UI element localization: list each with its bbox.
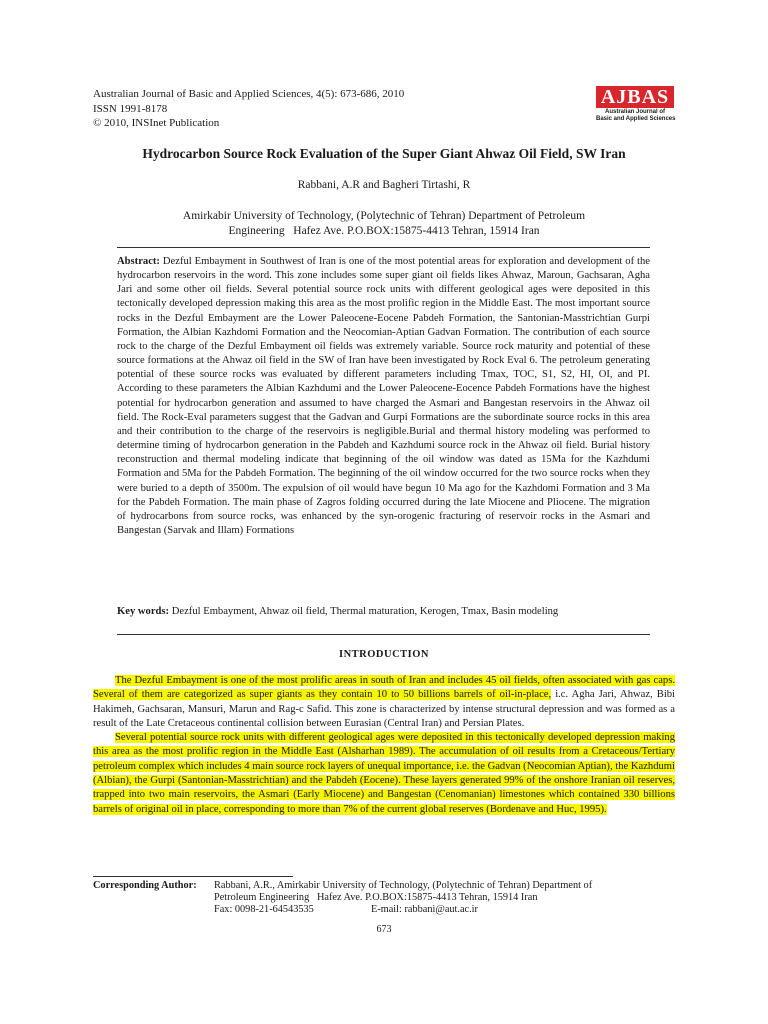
page-number: 673 bbox=[376, 924, 392, 935]
journal-citation: Australian Journal of Basic and Applied Sciences, 4(5): 673-686, 2010 bbox=[93, 88, 405, 100]
highlighted-text: The Dezful Embayment is one of the most prolific areas in south of Iran and includes 45 oil fields, often associated with gas caps. Several of them are categorized as super giants as they contain 10 to 50 billions barrels of oil-in-place, bbox=[93, 675, 675, 701]
abstract-text: Dezful Embayment in Southwest of Iran is one of the most potential areas for exploration and development of the hydrocarbon reservoirs in the word. This zone includes some super giant oil fields likes Ahwaz, Maroun, Gachsaran, Agha Jari and some other oil fields. Several potential source rock units with different geological ages were deposited in this tectonically developed depression making this area as the most prolific region in the Middle East. The most important source rocks in the Dezful Embayment are the Lower Paleocene-Eocene Pabdeh Formation, the Santonian-Masstrichtian Gurpi Formation, the Albian Kazhdomi Formation and the Neocomian-Aptian Gadvan Formation. The contribution of each source rock to the charge of the Dezful Embayment oil fields was extremely variable. Source rock maturity and potential of these source formations at the Ahwaz oil field in the SW of Iran have been investigated by Rock Eval 6. The petroleum generating potential of these source rocks was evaluated by different parameters including Tmax, TOC, S1, S2, HI, OI, and PI. According to these parameters the Albian Kazhdumi and the Lower Paleocene-Eocence Pabdeh Formations have the highest potential for hydrocarbon generation and assumed to have charged the Asmari and Bangestan reservoirs in the Ahwaz oil field. The Rock-Eval parameters suggest that the Gadvan and Gurpi Formations are the subordinate source rocks in this area and their contribution to the charge of the reservoirs is negligible.Burial and thermal history modeling was performed to determine timing of hydrocarbon generation in the Pabdeh and Kazhdumi source rock in the Ahwaz oil field. Burial history reconstruction and thermal modeling indicate that beginning of the oil window was dated as 15Ma for the Kazhdumi Formation and 5Ma for the Pabdeh Formation. The beginning of the oil window occurred for the two source rocks when they were buried to a depth of 3500m. The expulsion of oil would have begun 10 Ma ago for the Kazhdomi Formation and 3 Ma for the Pabdeh Formation. The main phase of Zagros folding occurred during the late Miocene and Pliocene. The migration of hydrocarbons from source rocks, was enhanced by the syn-orogenic fracturing of reservoir rocks in the Asmari and Bangestan (Sarvak and Illam) Formations bbox=[117, 256, 650, 536]
issn: ISSN 1991-8178 bbox=[93, 102, 168, 115]
paragraph-text: i.c. Agha Jari, Ahwaz, Bibi Hakimeh, Gachsaran, Mansuri, Marun and Rag-c Safid. This zone is characterized by intense structural depression and was formed as a result of the Late Cretaceous continental collision between Eurasian (Central Iran) and Persian Plates. bbox=[93, 689, 676, 729]
keywords bbox=[117, 605, 650, 618]
keywords-label: Key words: bbox=[117, 606, 170, 617]
journal-header bbox=[93, 87, 513, 131]
email-address[interactable]: E-mail: rabbani@aut.ac.ir bbox=[371, 904, 478, 915]
logo-caption-line2: Basic and Applied Sciences bbox=[596, 116, 676, 122]
abstract bbox=[117, 255, 650, 538]
footnote-rule bbox=[93, 876, 293, 877]
introduction-body bbox=[93, 674, 675, 817]
abstract-label: Abstract: bbox=[117, 256, 160, 267]
corresponding-author-line2: Petroleum Engineering Hafez Ave. P.O.BOX:15875-4413 Tehran, 15914 Iran bbox=[214, 892, 538, 903]
logo-mark: AJBAS bbox=[596, 86, 674, 108]
fax-number: Fax: 0098-21-64543535 bbox=[214, 904, 314, 915]
corresponding-author-label: Corresponding Author: bbox=[93, 880, 197, 891]
keywords-text: Dezful Embayment, Ahwaz oil field, Thermal maturation, Kerogen, Tmax, Basin modeling bbox=[171, 606, 559, 617]
abstract-top-rule bbox=[117, 247, 650, 248]
highlighted-text: Several potential source rock units with different geological ages were deposited in this tectonically developed depression making this area as the most prolific region in the Middle East (Alsharhan 1989). The accumulation of oil results from a Cretaceous/Tertiary petroleum complex which includes 4 main source rock layers of unequal importance, i.e. the Gadvan (Neocomian Aptian), the Kazhdumi (Albian), the Gurpi (Santonian-Masstrichtian) and the Pabdeh (Eocene). These layers generated 99% of the onshore Iranian oil reserves, trapped into two main reservoirs, the Asmari (Early Miocene) and Bangestan (Cenomanian) limestones which contained 330 billions barrels of original oil in place, corresponding to more than 7% of the current global reserves (Bordenave and Huc, 1995). bbox=[93, 732, 675, 815]
abstract-bottom-rule bbox=[117, 634, 650, 635]
copyright: © 2010, INSInet Publication bbox=[93, 117, 220, 129]
corresponding-author-line1: Rabbani, A.R., Amirkabir University of Technology, (Polytechnic of Tehran) Department of bbox=[214, 880, 593, 891]
footnote-row-3 bbox=[93, 904, 683, 916]
footnote-row-1 bbox=[93, 880, 683, 892]
author-affiliation bbox=[93, 209, 675, 239]
affiliation-line2: Engineering Hafez Ave. P.O.BOX:15875-4413 Tehran, 15914 Iran bbox=[228, 225, 540, 237]
paper-authors: Rabbani, A.R and Bagheri Tirtashi, R bbox=[297, 179, 471, 191]
journal-logo bbox=[596, 86, 674, 124]
paper-title: Hydrocarbon Source Rock Evaluation of the Super Giant Ahwaz Oil Field, SW Iran bbox=[142, 146, 626, 161]
affiliation-line1: Amirkabir University of Technology, (Polytechnic of Tehran) Department of Petroleum bbox=[182, 210, 586, 222]
logo-caption bbox=[596, 109, 674, 123]
section-heading: INTRODUCTION bbox=[338, 649, 429, 660]
intro-paragraph-2 bbox=[93, 731, 675, 817]
footnote-row-2 bbox=[93, 892, 683, 904]
corresponding-author bbox=[93, 880, 683, 916]
intro-paragraph-1 bbox=[93, 674, 675, 731]
logo-caption-line1: Australian Journal of bbox=[604, 109, 665, 115]
